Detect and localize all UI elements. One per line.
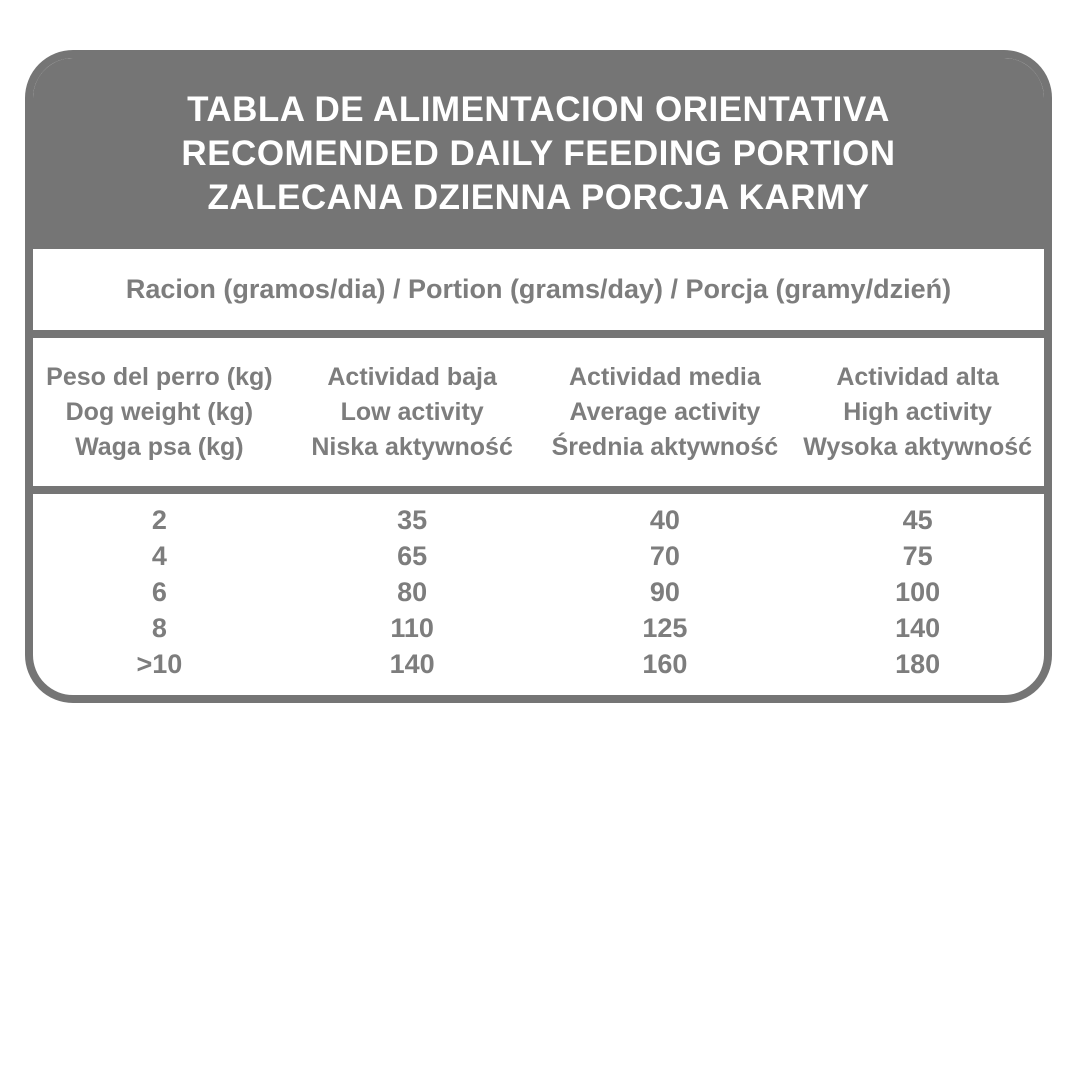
column-header-low-activity [286, 360, 539, 465]
column-headers-row [33, 338, 1044, 486]
cell-average: 90 [649, 577, 680, 607]
cell-low: 110 [390, 613, 434, 643]
cell-low: 35 [397, 505, 428, 535]
column-header-line: Niska aktywność [311, 432, 513, 461]
table-row [33, 649, 1044, 680]
cell-weight: >10 [136, 649, 183, 679]
portion-units-row [33, 249, 1044, 330]
column-header-line: Waga psa (kg) [75, 432, 244, 461]
cell-high: 180 [895, 649, 941, 679]
feeding-values-body [33, 494, 1044, 695]
table-row [33, 577, 1044, 608]
column-header-line: Średnia aktywność [551, 432, 779, 461]
portion-units-label: Racion (gramos/dia) / Portion (grams/day) / Porcja (gramy/dzień) [125, 274, 952, 304]
table-row [33, 613, 1044, 644]
column-header-line: Wysoka aktywność [803, 432, 1033, 461]
cell-low: 140 [389, 649, 435, 679]
column-header-high-activity [791, 360, 1044, 465]
column-header-dog-weight [33, 360, 286, 465]
cell-average: 70 [649, 541, 680, 571]
column-header-line: High activity [843, 397, 992, 426]
cell-average: 40 [649, 505, 680, 535]
cell-weight: 2 [151, 505, 167, 535]
divider-below-headers [33, 486, 1044, 494]
cell-low: 80 [397, 577, 428, 607]
title-line-polish: ZALECANA DZIENNA PORCJA KARMY [207, 177, 870, 217]
table-title-banner [33, 58, 1044, 249]
cell-weight: 6 [151, 577, 167, 607]
table-row [33, 541, 1044, 572]
title-line-spanish: TABLA DE ALIMENTACION ORIENTATIVA [187, 89, 890, 129]
cell-high: 45 [902, 505, 933, 535]
column-header-line: Low activity [340, 397, 484, 426]
table-row [33, 505, 1044, 536]
cell-weight: 8 [151, 613, 167, 643]
cell-low: 65 [397, 541, 428, 571]
cell-average: 125 [642, 613, 688, 643]
feeding-table-card [25, 50, 1052, 703]
cell-high: 140 [895, 613, 941, 643]
column-header-line: Actividad alta [836, 362, 999, 391]
title-line-english: RECOMENDED DAILY FEEDING PORTION [181, 133, 896, 173]
column-header-average-activity [539, 360, 792, 465]
column-header-line: Dog weight (kg) [65, 397, 254, 426]
column-header-line: Peso del perro (kg) [46, 362, 273, 391]
divider-below-subtitle [33, 330, 1044, 338]
column-header-line: Actividad baja [327, 362, 497, 391]
cell-high: 75 [902, 541, 933, 571]
cell-average: 160 [642, 649, 688, 679]
column-header-line: Average activity [569, 397, 761, 426]
column-header-line: Actividad media [569, 362, 761, 391]
cell-weight: 4 [151, 541, 167, 571]
cell-high: 100 [895, 577, 941, 607]
